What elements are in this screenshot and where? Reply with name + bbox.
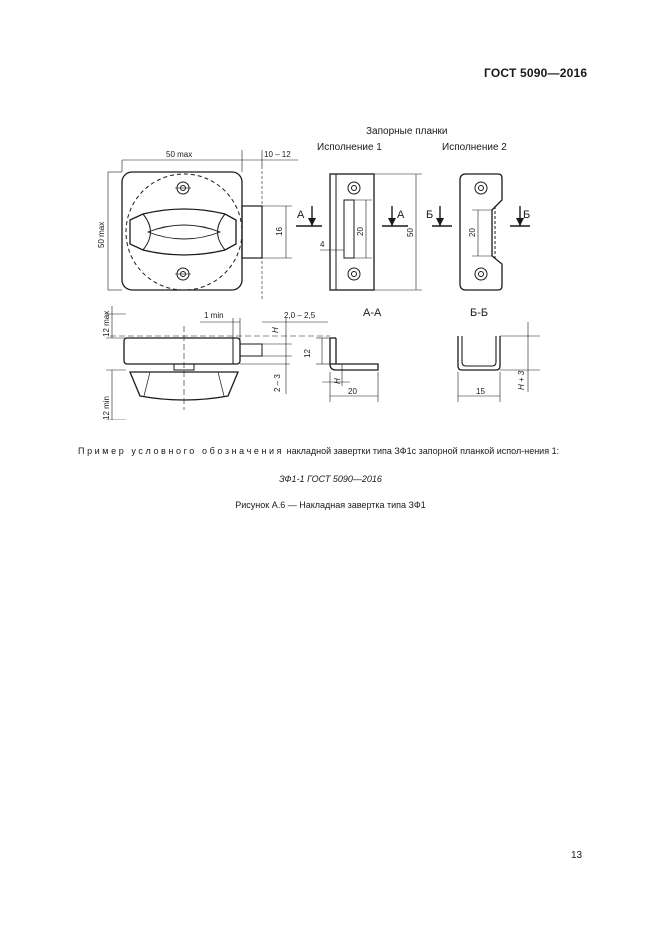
section-a-a-label: А-А <box>363 307 382 319</box>
designation-example <box>78 444 588 459</box>
dim-protrusion: 10 – 12 <box>264 150 291 159</box>
dim-height-max: 50 max <box>97 221 106 248</box>
dim-plate-4: 4 <box>320 240 325 249</box>
dim-h-section: H <box>333 378 342 384</box>
variant-1-label: Исполнение 1 <box>317 142 382 153</box>
strike-plates-title: Запорные планки <box>366 126 448 137</box>
cut-mark-b-right: Б <box>523 209 531 221</box>
section-b-b <box>458 336 500 370</box>
dim-aa-20: 20 <box>348 387 357 396</box>
dim-plate-50: 50 <box>406 228 415 237</box>
strike-plate-variant-2 <box>460 174 502 290</box>
variant-2-label: Исполнение 2 <box>442 142 507 153</box>
dim-12: 12 <box>303 349 312 358</box>
page-number: 13 <box>571 850 583 861</box>
cut-mark-a-right: А <box>397 209 405 221</box>
example-lead: Пример условного обозначения <box>78 446 285 456</box>
dim-bb-15: 15 <box>476 387 485 396</box>
dim-variant2-slot-20: 20 <box>468 228 477 237</box>
strike-plate-variant-1 <box>330 174 374 290</box>
example-rest: накладной завертки типа ЗФ1с запорной планкой испол-нения 1: <box>284 446 560 456</box>
dim-width-max: 50 max <box>166 150 193 159</box>
latch-side-view <box>110 326 330 410</box>
dim-2-0-2-5: 2,0 – 2,5 <box>284 311 316 320</box>
figure-caption: Рисунок А.6 — Накладная завертка типа ЗФ1 <box>235 500 426 510</box>
dim-bottom-12-min: 12 min <box>102 395 111 420</box>
dim-h-plus-3: H + 3 <box>517 370 526 390</box>
dim-slot-20: 20 <box>356 227 365 236</box>
dim-h: H <box>271 327 280 333</box>
dim-top-12-max: 12 max <box>102 310 111 337</box>
latch-front-view <box>122 166 262 300</box>
section-a-a <box>330 338 378 370</box>
cut-mark-b-left: Б <box>426 209 434 221</box>
dim-2-3: 2 – 3 <box>273 374 282 392</box>
cut-mark-a-left: А <box>297 209 305 221</box>
technical-drawing <box>0 0 661 420</box>
dim-1-min: 1 min <box>204 311 224 320</box>
standard-number: ГОСТ 5090—2016 <box>484 66 588 80</box>
section-b-b-label: Б-Б <box>470 307 489 319</box>
dim-bolt-16: 16 <box>275 227 284 236</box>
designation-code: ЗФ1-1 ГОСТ 5090—2016 <box>279 474 382 484</box>
